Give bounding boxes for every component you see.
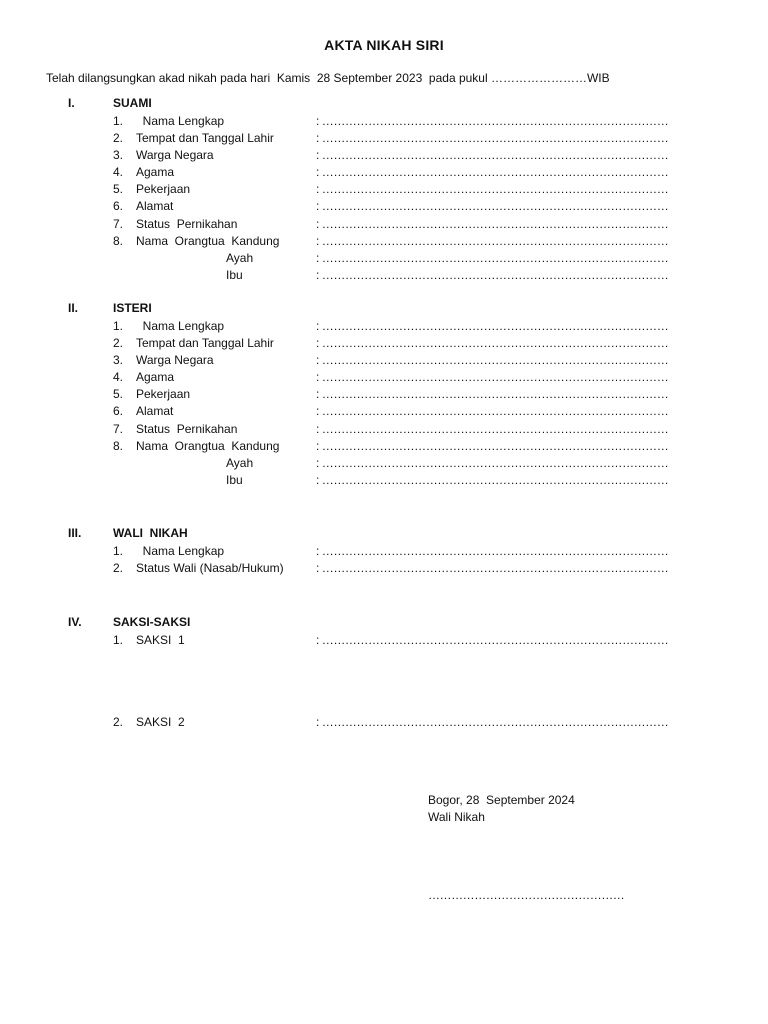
row-value-blank[interactable]: : ………………………………………………………………………………: [316, 336, 669, 351]
section-number: I.: [68, 96, 75, 110]
row-number: 2.: [113, 561, 124, 576]
row-value-blank[interactable]: : ………………………………………………………………………………: [316, 353, 669, 368]
row-value-blank[interactable]: : ………………………………………………………………………………: [316, 319, 669, 333]
row-value-blank[interactable]: : ………………………………………………………………………………: [316, 404, 669, 419]
row-value-blank[interactable]: : ………………………………………………………………………………: [316, 455, 669, 470]
form-row-status-pernikahan: [68, 216, 668, 233]
row-label: Status Wali (Nasab/Hukum): [136, 561, 284, 576]
form-row-pekerjaan: [68, 386, 668, 403]
section-suami: [68, 96, 668, 284]
form-row-ibu: [68, 267, 668, 284]
row-label: Ayah: [226, 250, 254, 265]
row-number: 2.: [113, 131, 124, 146]
row-label: Warga Negara: [136, 353, 214, 368]
form-row-status-wali: [68, 560, 668, 577]
form-row-warga-negara: [68, 352, 668, 369]
form-row-ayah: [68, 455, 668, 472]
form-row-saksi-1: [68, 632, 668, 649]
form-row-alamat: [68, 198, 668, 215]
row-value-blank[interactable]: : ………………………………………………………………………………: [316, 438, 669, 453]
form-row-nama-lengkap: [68, 318, 668, 335]
row-number: 1.: [113, 544, 124, 558]
row-number: 5.: [113, 387, 124, 402]
row-label: Pekerjaan: [136, 182, 191, 197]
row-label: Nama Lengkap: [136, 544, 225, 558]
form-row-agama: [68, 369, 668, 386]
row-number: 3.: [113, 148, 124, 163]
form-row-nama-orangtua: [68, 438, 668, 455]
row-number: 6.: [113, 199, 124, 214]
row-value-blank[interactable]: : ………………………………………………………………………………: [316, 233, 669, 248]
row-label: Agama: [136, 165, 175, 180]
section-number: III.: [68, 526, 82, 540]
section-title: SAKSI-SAKSI: [113, 615, 191, 629]
form-row-ibu: [68, 472, 668, 489]
form-row-alamat: [68, 403, 668, 420]
form-row-agama: [68, 164, 668, 181]
row-number: 8.: [113, 438, 124, 453]
section-number: II.: [68, 301, 79, 315]
row-value-blank[interactable]: : ………………………………………………………………………………: [316, 715, 669, 730]
row-value-blank[interactable]: : ………………………………………………………………………………: [316, 561, 669, 576]
row-number: 1.: [113, 633, 124, 647]
section-saksi: [68, 615, 668, 731]
form-row-nama-lengkap: [68, 543, 668, 560]
spacer: [68, 649, 668, 714]
row-label: Status Pernikahan: [136, 421, 238, 436]
row-label: Ibu: [226, 472, 243, 487]
row-number: 7.: [113, 216, 124, 231]
row-value-blank[interactable]: : ………………………………………………………………………………: [316, 182, 669, 197]
row-value-blank[interactable]: : ………………………………………………………………………………: [316, 131, 669, 146]
row-label: Ayah: [226, 455, 254, 470]
row-value-blank[interactable]: : ………………………………………………………………………………: [316, 544, 669, 558]
row-number: 8.: [113, 233, 124, 248]
row-label: Nama Lengkap: [136, 114, 225, 128]
form-row-nama-orangtua: [68, 233, 668, 250]
form-row-tempat-tanggal-lahir: [68, 335, 668, 352]
row-label: Alamat: [136, 199, 174, 214]
row-label: Agama: [136, 370, 175, 385]
row-number: 5.: [113, 182, 124, 197]
row-label: SAKSI 2: [136, 715, 185, 730]
row-label: Ibu: [226, 267, 243, 282]
row-label: Nama Lengkap: [136, 319, 225, 333]
section-header: [68, 615, 668, 632]
row-value-blank[interactable]: : ………………………………………………………………………………: [316, 199, 669, 214]
section-header: [68, 526, 668, 543]
signature-place-date: Bogor, 28 September 2024: [428, 793, 575, 807]
row-number: 4.: [113, 370, 124, 385]
form-row-nama-lengkap: [68, 113, 668, 130]
row-number: 7.: [113, 421, 124, 436]
row-number: 2.: [113, 715, 124, 730]
row-number: 3.: [113, 353, 124, 368]
form-row-saksi-2: [68, 714, 668, 731]
row-value-blank[interactable]: : ………………………………………………………………………………: [316, 472, 669, 487]
form-row-tempat-tanggal-lahir: [68, 130, 668, 147]
section-header: [68, 301, 668, 318]
row-number: 4.: [113, 165, 124, 180]
row-label: Warga Negara: [136, 148, 214, 163]
row-number: 1.: [113, 114, 124, 128]
row-label: Nama Orangtua Kandung: [136, 438, 280, 453]
section-isteri: [68, 301, 668, 489]
form-row-status-pernikahan: [68, 421, 668, 438]
row-value-blank[interactable]: : ………………………………………………………………………………: [316, 387, 669, 402]
signature-role: Wali Nikah: [428, 810, 485, 824]
row-value-blank[interactable]: : ………………………………………………………………………………: [316, 216, 669, 231]
section-number: IV.: [68, 615, 82, 629]
row-value-blank[interactable]: : ………………………………………………………………………………: [316, 250, 669, 265]
signature-line[interactable]: ……………………………………………: [428, 888, 625, 902]
row-number: 6.: [113, 404, 124, 419]
row-value-blank[interactable]: : ………………………………………………………………………………: [316, 165, 669, 180]
row-value-blank[interactable]: : ………………………………………………………………………………: [316, 421, 669, 436]
section-wali-nikah: [68, 526, 668, 577]
row-label: SAKSI 1: [136, 633, 185, 647]
row-value-blank[interactable]: : ………………………………………………………………………………: [316, 148, 669, 163]
section-title: SUAMI: [113, 96, 152, 110]
row-label: Tempat dan Tanggal Lahir: [136, 336, 274, 351]
row-value-blank[interactable]: : ………………………………………………………………………………: [316, 267, 669, 282]
row-label: Alamat: [136, 404, 174, 419]
row-label: Tempat dan Tanggal Lahir: [136, 131, 274, 146]
row-value-blank[interactable]: : ………………………………………………………………………………: [316, 114, 669, 128]
row-number: 2.: [113, 336, 124, 351]
section-header: [68, 96, 668, 113]
form-row-pekerjaan: [68, 181, 668, 198]
row-value-blank[interactable]: : ………………………………………………………………………………: [316, 633, 669, 647]
section-title: ISTERI: [113, 301, 152, 315]
form-row-ayah: [68, 250, 668, 267]
row-value-blank[interactable]: : ………………………………………………………………………………: [316, 370, 669, 385]
form-row-warga-negara: [68, 147, 668, 164]
intro-text: Telah dilangsungkan akad nikah pada hari Kamis 28 September 2023 pada pukul ……………………WIB: [46, 71, 610, 85]
row-number: 1.: [113, 319, 124, 333]
section-title: WALI NIKAH: [113, 526, 188, 540]
row-label: Pekerjaan: [136, 387, 191, 402]
document-title: AKTA NIKAH SIRI: [324, 37, 444, 53]
row-label: Status Pernikahan: [136, 216, 238, 231]
row-label: Nama Orangtua Kandung: [136, 233, 280, 248]
